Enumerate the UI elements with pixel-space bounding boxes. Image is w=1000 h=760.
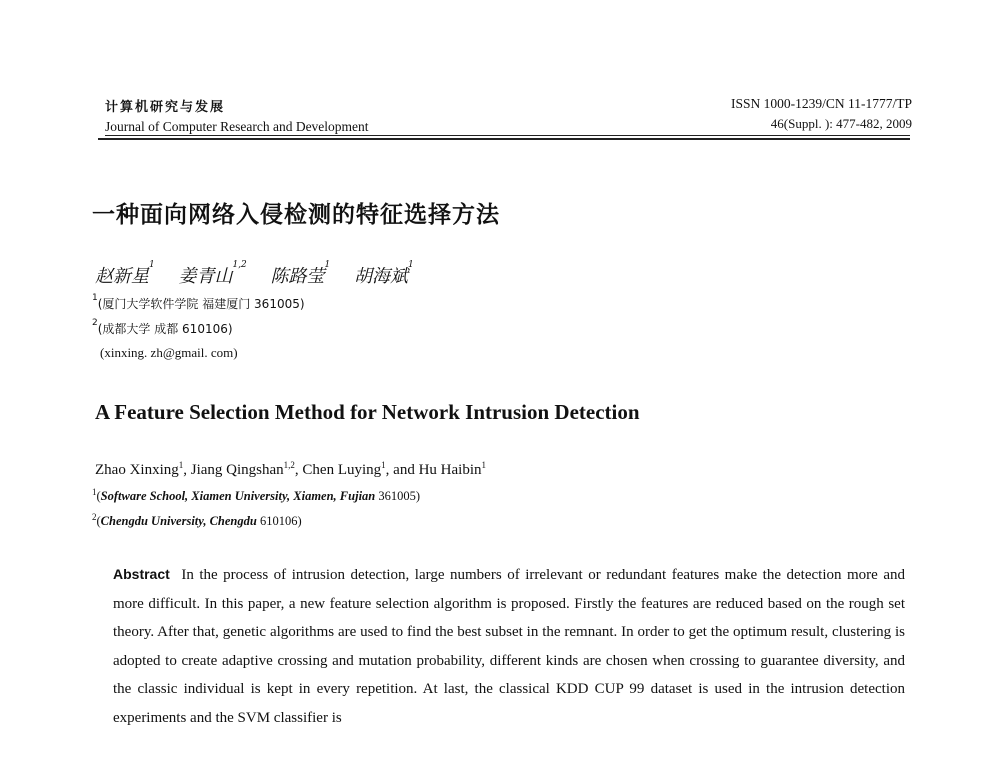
authors-en: Zhao Xinxing$^1$, Jiang Qingshan$^{1,2}$, Chen Luying$^1$, and Hu Haibin$^1$ xyxy=(95,460,486,478)
volume-pages: 46(Suppl. ): 477-482, 2009 xyxy=(770,116,912,131)
journal-name-en: Journal of Computer Research and Development xyxy=(105,119,369,134)
author-cn: 赵新星$^1$ xyxy=(95,260,155,287)
journal-header-left xyxy=(105,96,369,135)
abstract-label: Abstract xyxy=(113,566,170,582)
abstract xyxy=(113,560,905,732)
author-cn: 姜青山$^{1,2}$ xyxy=(178,260,247,287)
abstract-text: In the process of intrusion detection, large numbers of irrelevant or redundant features make the detection more and more difficult. In this paper, a new feature selection algorithm is proposed. Firstly the features are reduced based on the rough set theory. After that, genetic algorithms are used to find the best subset in the remnant. In order to get the optimum result, clustering is adopted to create adaptive crossing and mutation probability, different kinds are chosen when crossing to guarantee diversity, and the classic individual is kept in every repetition. At last, the classical KDD CUP 99 dataset is used in the intrusion detection experiments and the SVM classifier is xyxy=(113,567,906,726)
author-email: (xinxing. zh@gmail. com) xyxy=(100,345,238,360)
journal-header-right xyxy=(731,96,912,132)
affiliation-cn-2: $^2$(成都大学 成都 610106) xyxy=(92,318,233,336)
paper-title-en: A Feature Selection Method for Network Intrusion Detection xyxy=(95,400,640,424)
author-cn: 胡海斌$^1$ xyxy=(354,260,414,287)
header-rule-thick xyxy=(98,138,910,140)
header-rule-thin xyxy=(105,135,910,136)
issn: ISSN 1000-1239/CN 11-1777/TP xyxy=(730,96,912,111)
journal-name-cn: 计算机研究与发展 xyxy=(105,100,226,115)
affiliation-cn-1: $^1$(厦门大学软件学院 福建厦门 361005) xyxy=(92,293,305,311)
affiliation-en-2: $^2$(Chengdu University, Chengdu 610106) xyxy=(92,512,302,528)
affiliation-en-1: $^1$(Software School, Xiamen University, Xiamen, Fujian 361005) xyxy=(92,487,421,503)
authors-cn xyxy=(95,262,432,288)
author-cn: 陈路莹$^1$ xyxy=(270,260,331,287)
paper-title-cn: 一种面向网络入侵检测的特征选择方法 xyxy=(92,202,500,228)
